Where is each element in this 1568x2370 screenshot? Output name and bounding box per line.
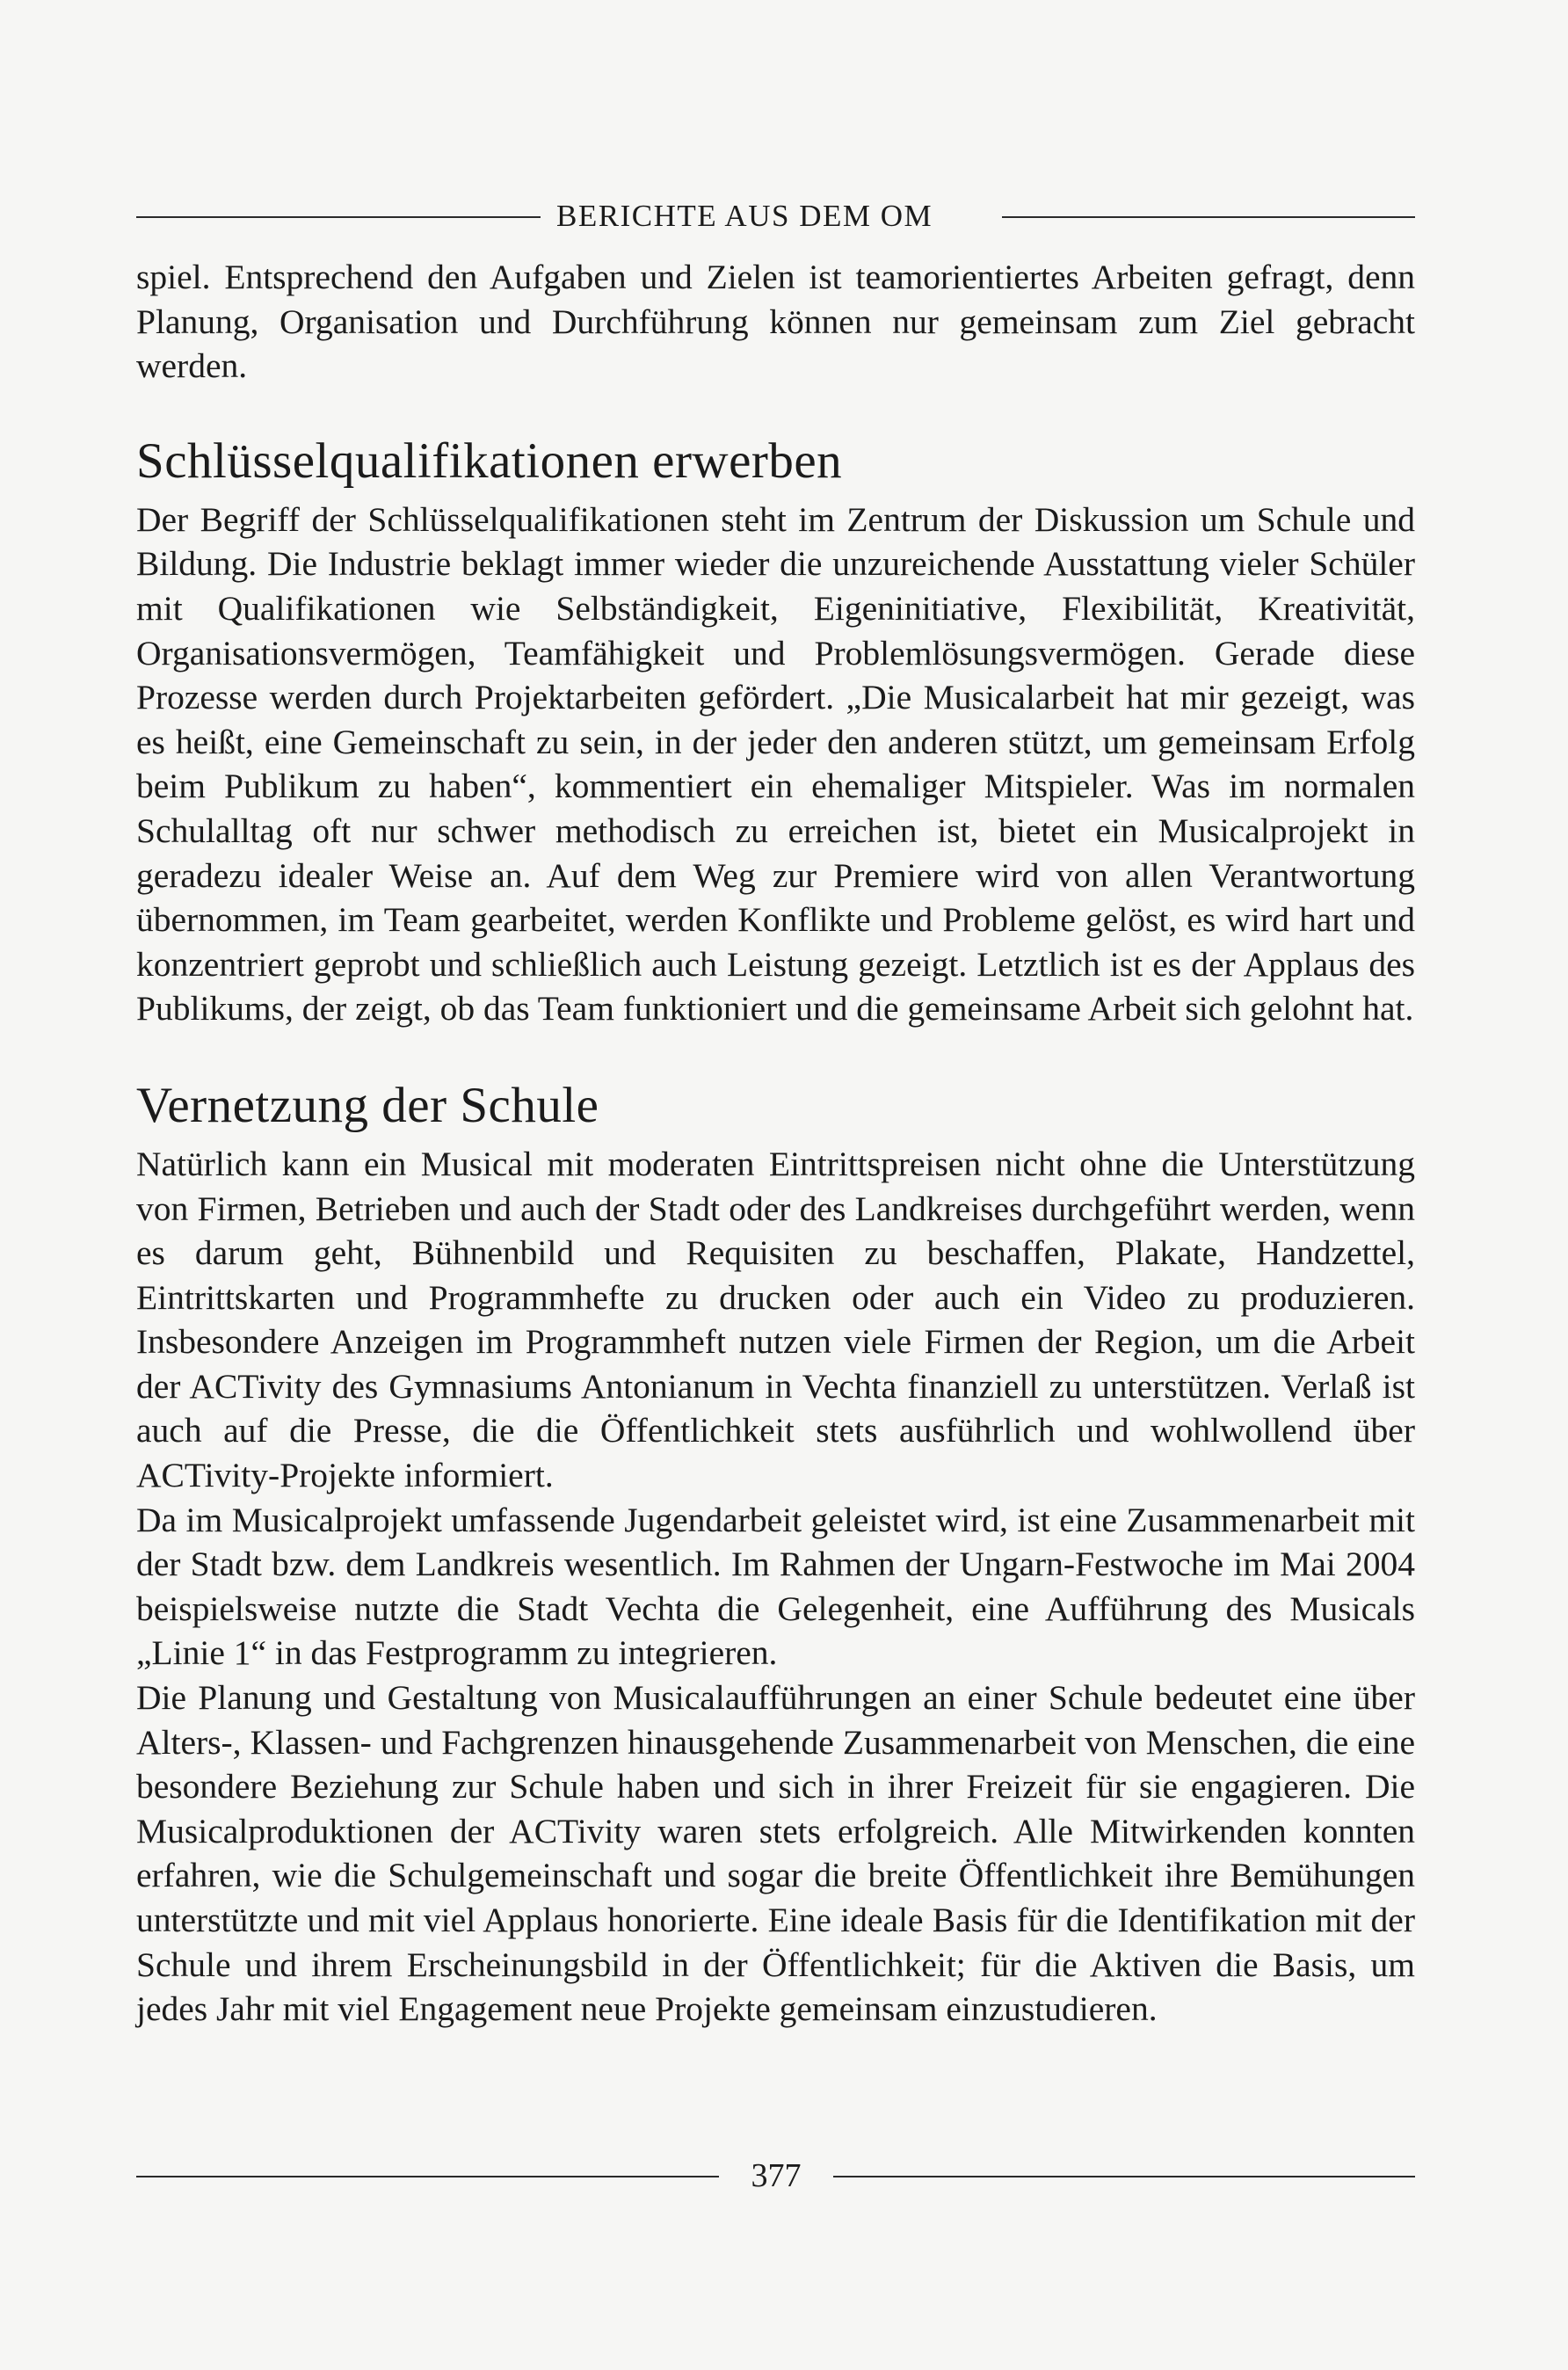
intro-paragraph: spiel. Entsprechend den Aufgaben und Zielen ist teamorientiertes Arbeiten gefragt, denn Planung, Organisation und Durchführung können nur gemeinsam zum Ziel gebracht werden. <box>136 258 1415 386</box>
page-footer <box>136 2151 1415 2204</box>
section-paragraph: Natürlich kann ein Musical mit moderaten Eintrittspreisen nicht ohne die Unterstützung von Firmen, Betrieben und auch der Stadt oder des Landkreises durchgeführt werden, wenn es darum geht, Bühnenbild und Requisiten zu beschaffen, Plakate, Handzettel, Eintrittskarten und Programmhefte zu drucken oder auch ein Video zu produzieren. Insbesondere Anzeigen im Programmheft nutzen viele Firmen der Region, um die Arbeit der ACTivity des Gymnasiums Antonianum in Vechta finanziell zu unterstützen. Verlaß ist auch auf die Presse, die die Öffentlichkeit stets ausführlich und wohlwollend über ACTivity-Projekte informiert. <box>136 1144 1415 1495</box>
running-head <box>136 192 1415 244</box>
footer-rule-right <box>833 2176 1415 2177</box>
running-head-title: BERICHTE AUS DEM OM <box>556 199 933 233</box>
running-head-rule-right <box>1002 216 1415 218</box>
running-head-rule-left <box>136 216 541 218</box>
footer-rule-left <box>136 2176 719 2177</box>
section-paragraph: Der Begriff der Schlüsselqualifikationen steht im Zentrum der Diskussion um Schule und Bildung. Die Industrie beklagt immer wieder die unzureichende Ausstattung vieler Schüler mit Qualifikationen wie Selbständigkeit, Eigeninitiative, Flexibilität, Kreativität, Organisationsvermögen, Teamfähigkeit und Problemlösungsvermögen. Gerade diese Prozesse werden durch Projektarbeiten gefördert. „Die Musicalarbeit hat mir gezeigt, was es heißt, eine Gemeinschaft zu sein, in der jeder den anderen stützt, um gemeinsam Erfolg beim Publikum zu haben“, kommentiert ein ehemaliger Mitspieler. Was im normalen Schulalltag oft nur schwer methodisch zu erreichen ist, bietet ein Musicalprojekt in geradezu idealer Weise an. Auf dem Weg zur Premiere wird von allen Verantwortung übernommen, im Team gearbeitet, werden Konflikte und Probleme gelöst, es wird hart und konzentriert geprobt und schließlich auch Leistung gezeigt. Letztlich ist es der Applaus des Publikums, der zeigt, ob das Team funktioniert und die gemeinsame Arbeit sich gelohnt hat. <box>136 499 1415 1029</box>
section-paragraph: Die Planung und Gestaltung von Musicalaufführungen an einer Schule bedeutet eine über Alters-, Klassen- und Fachgrenzen hinausgehende Zusammenarbeit von Menschen, die eine besondere Beziehung zur Schule haben und sich in ihrer Freizeit für sie engagieren. Die Musicalproduktionen der ACTivity waren stets erfolgreich. Alle Mitwirkenden konnten erfahren, wie die Schulgemeinschaft und sogar die breite Öffentlichkeit ihre Bemühungen unterstützte und mit viel Applaus honorierte. Eine ideale Basis für die Identifikation mit der Schule und ihrem Erscheinungsbild in der Öffentlichkeit; für die Aktiven die Basis, um jedes Jahr mit viel Engagement neue Projekte gemeinsam einzustudieren. <box>136 1678 1415 2029</box>
page-number: 377 <box>751 2157 802 2194</box>
section-heading-schluesselqualifikationen: Schlüsselqualifikationen erwerben <box>136 433 843 489</box>
page-body <box>136 255 1415 2032</box>
section-paragraph: Da im Musicalprojekt umfassende Jugendarbeit geleistet wird, ist eine Zusammenarbeit mit der Stadt bzw. dem Landkreis wesentlich. Im Rahmen der Ungarn-Festwoche im Mai 2004 beispielsweise nutzte die Stadt Vechta die Gelegenheit, eine Aufführung des Musicals „Linie 1“ in das Festprogramm zu integrieren. <box>136 1500 1415 1673</box>
section-heading-vernetzung: Vernetzung der Schule <box>136 1077 599 1133</box>
